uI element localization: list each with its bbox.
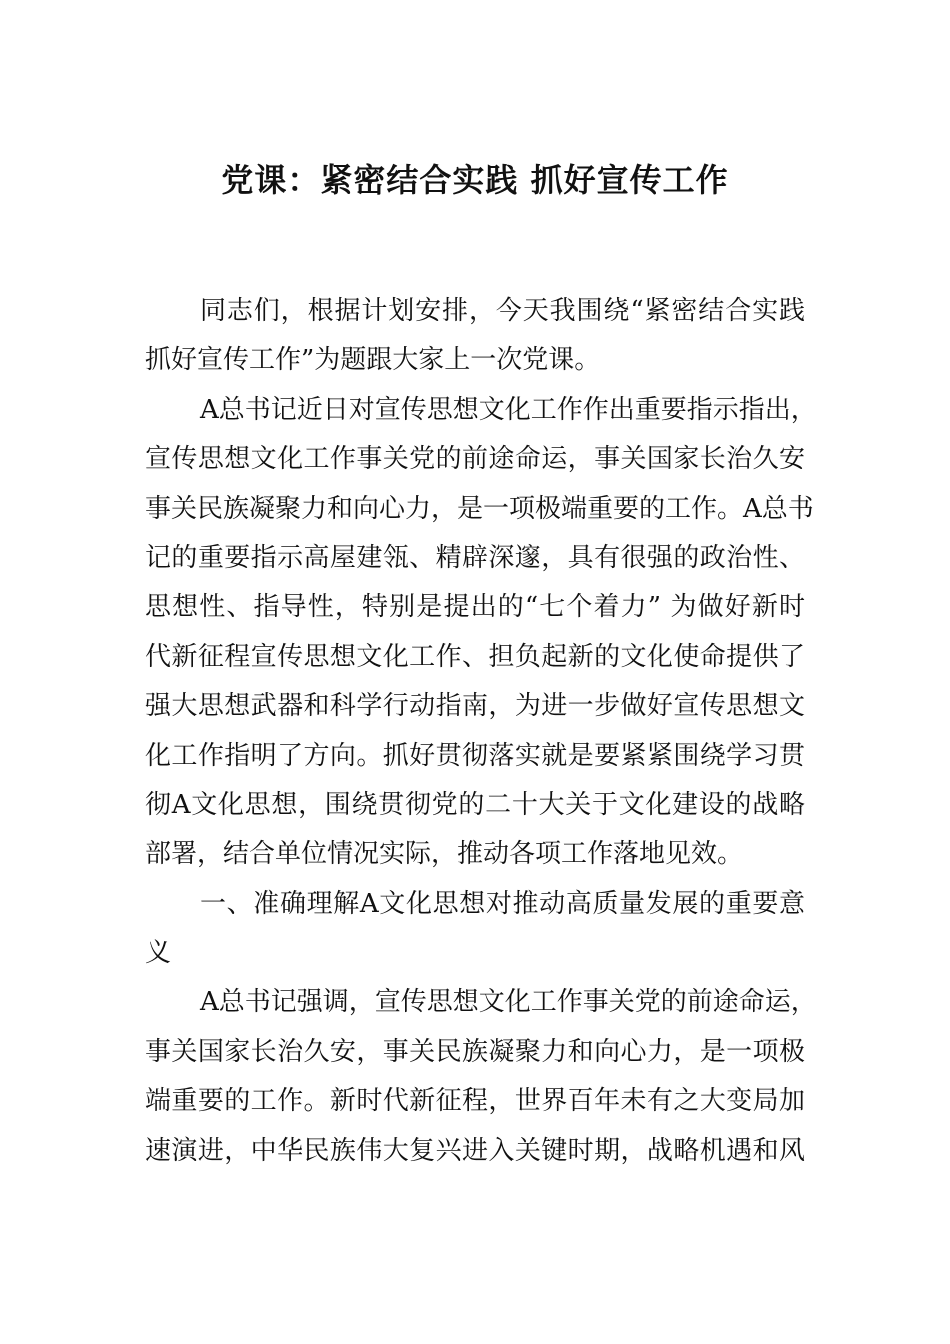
text-line: A总书记近日对宣传思想文化工作作出重要指示指出， xyxy=(200,394,817,425)
section-heading-1 xyxy=(145,880,805,979)
text-line: 义 xyxy=(145,938,172,969)
text-line: 事关国家长治久安，事关民族凝聚力和向心力，是一项极 xyxy=(145,1036,805,1067)
text-line: 端重要的工作。新时代新征程，世界百年未有之大变局加 xyxy=(145,1086,805,1117)
text-line: 化工作指明了方向。抓好贯彻落实就是要紧紧围绕学习贯 xyxy=(145,740,805,771)
text-line: A总书记强调，宣传思想文化工作事关党的前途命运， xyxy=(200,987,817,1018)
text-line: 部署，结合单位情况实际，推动各项工作落地见效。 xyxy=(145,839,744,870)
text-line: 事关民族凝聚力和向心力，是一项极端重要的工作。A总书 xyxy=(145,493,814,524)
text-line: 抓好宣传工作”为题跟大家上一次党课。 xyxy=(145,345,601,376)
text-line: 强大思想武器和科学行动指南，为进一步做好宣传思想文 xyxy=(145,691,805,722)
text-line: 一、准确理解A文化思想对推动高质量发展的重要意 xyxy=(200,888,805,919)
paragraph-section-1 xyxy=(145,978,817,1176)
text-line: 速演进，中华民族伟大复兴进入关键时期，战略机遇和风 xyxy=(145,1135,805,1166)
paragraph-instructions xyxy=(145,386,817,880)
text-line: 思想性、指导性，特别是提出的“七个着力” 为做好新时 xyxy=(145,592,805,623)
paragraph-intro xyxy=(145,287,805,386)
text-line: 宣传思想文化工作事关党的前途命运，事关国家长治久安 xyxy=(145,444,805,475)
text-line: 同志们，根据计划安排，今天我围绕“紧密结合实践 xyxy=(200,296,805,326)
document-title: 党课：紧密结合实践 抓好宣传工作 xyxy=(221,161,729,199)
text-line: 代新征程宣传思想文化工作、担负起新的文化使命提供了 xyxy=(145,641,805,672)
document-body xyxy=(145,287,817,1176)
text-line: 彻A文化思想，围绕贯彻党的二十大关于文化建设的战略 xyxy=(145,789,805,820)
text-line: 记的重要指示高屋建瓴、精辟深邃，具有很强的政治性、 xyxy=(145,542,805,573)
